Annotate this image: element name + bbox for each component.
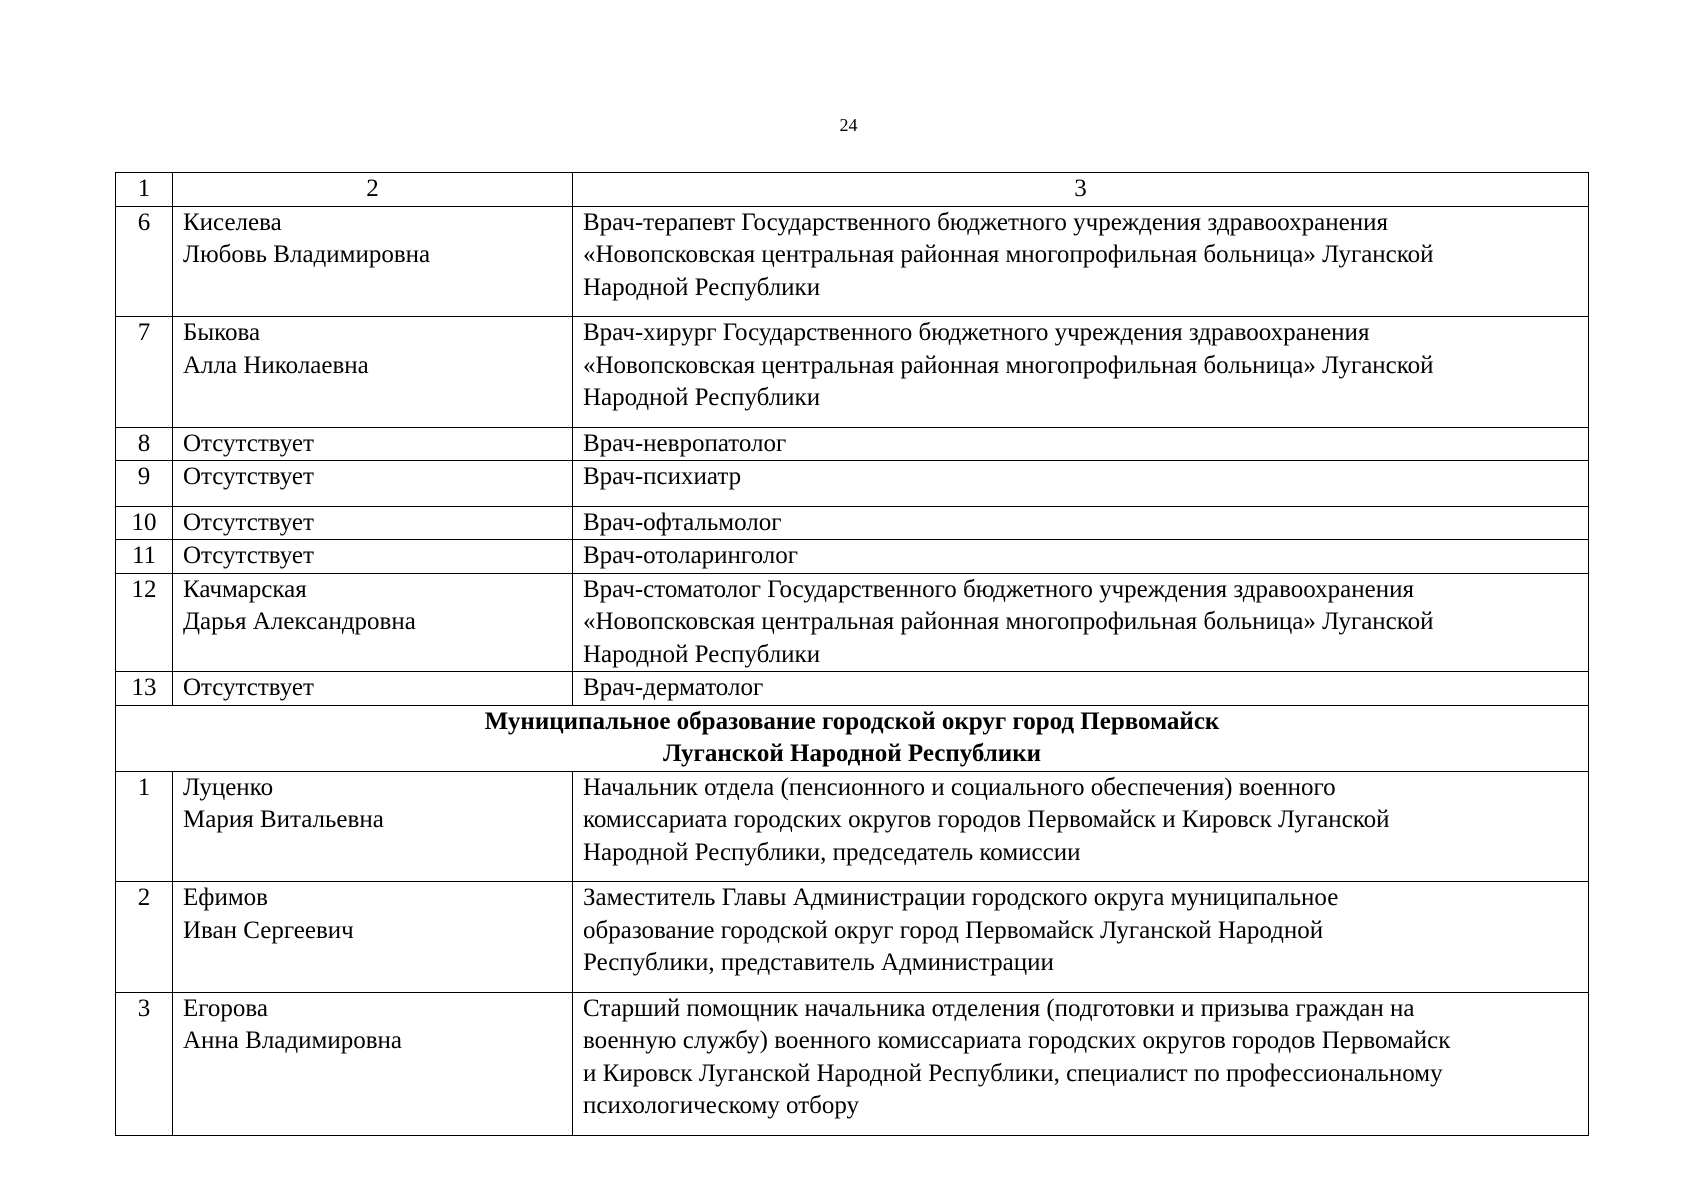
table-row <box>116 506 1589 540</box>
row-number: 2 <box>116 882 173 993</box>
position-line: Начальник отдела (пенсионного и социального обеспечения) военного <box>583 773 1336 801</box>
given-names: Дарья Александровна <box>183 608 416 635</box>
position-line: Республики, представитель Администрации <box>583 949 1054 976</box>
surname: Качмарская <box>183 575 307 603</box>
member-position <box>573 992 1589 1135</box>
table-row <box>116 573 1589 672</box>
position-line: Народной Республики <box>583 384 821 411</box>
member-name <box>173 882 573 993</box>
row-number: 6 <box>116 206 173 317</box>
member-position: Врач-офтальмолог <box>573 506 1589 540</box>
table-row <box>116 992 1589 1135</box>
header-cell: 2 <box>173 173 573 207</box>
table-row <box>116 317 1589 428</box>
member-position <box>573 206 1589 317</box>
row-number: 1 <box>116 771 173 882</box>
position-line: психологическому отбору <box>583 1092 860 1119</box>
given-names: Алла Николаевна <box>183 351 369 379</box>
table-row <box>116 461 1589 507</box>
position-line: Заместитель Главы Администрации городского округа муниципальное <box>583 884 1339 911</box>
position-line: Народной Республики <box>583 640 821 668</box>
given-names: Анна Владимировна <box>183 1027 402 1054</box>
member-position: Врач-отоларинголог <box>573 540 1589 574</box>
table-row <box>116 540 1589 574</box>
position-line: и Кировск Луганской Народной Республики, специалист по профессиональному <box>583 1059 1443 1087</box>
section-title-line: Муниципальное образование городской округ город Первомайск <box>484 707 1220 735</box>
position-line: Народной Республики <box>583 273 821 301</box>
page-number: 24 <box>839 115 858 135</box>
member-name <box>173 317 573 428</box>
position-line: Врач-терапевт Государственного бюджетного учреждения здравоохранения <box>583 208 1389 236</box>
member-position: Врач-психиатр <box>573 461 1589 507</box>
position-line: «Новопсковская центральная районная многопрофильная больница» Луганской <box>583 241 1434 268</box>
row-number: 8 <box>116 427 173 461</box>
header-cell: 1 <box>116 173 173 207</box>
position-line: Старший помощник начальника отделения (подготовки и призыва граждан на <box>583 994 1415 1022</box>
surname: Луценко <box>183 773 274 801</box>
member-position <box>573 317 1589 428</box>
table-header-row <box>116 173 1589 207</box>
member-name <box>173 206 573 317</box>
surname: Быкова <box>183 319 261 346</box>
position-line: Народной Республики, председатель комиссии <box>583 838 1081 866</box>
position-line: военную службу) военного комиссариата городских округов городов Первомайск <box>583 1027 1451 1054</box>
given-names: Любовь Владимировна <box>183 241 431 268</box>
table-row <box>116 771 1589 882</box>
position-line: Врач-стоматолог Государственного бюджетного учреждения здравоохранения <box>583 575 1414 603</box>
given-names: Мария Витальевна <box>183 806 384 833</box>
member-name: Отсутствует <box>173 672 573 706</box>
position-line: комиссариата городских округов городов Первомайск и Кировск Луганской <box>583 806 1390 833</box>
header-cell: 3 <box>573 173 1589 207</box>
table-row <box>116 672 1589 706</box>
given-names: Иван Сергеевич <box>183 916 354 944</box>
row-number: 13 <box>116 672 173 706</box>
position-line: образование городской округ город Первомайск Луганской Народной <box>583 916 1324 944</box>
position-line: «Новопсковская центральная районная многопрофильная больница» Луганской <box>583 608 1434 635</box>
member-name <box>173 992 573 1135</box>
row-number: 10 <box>116 506 173 540</box>
member-position <box>573 882 1589 993</box>
section-row <box>116 705 1589 771</box>
table-row <box>116 427 1589 461</box>
surname: Егорова <box>183 994 268 1022</box>
section-title <box>116 705 1589 771</box>
member-name <box>173 573 573 672</box>
member-position: Врач-невропатолог <box>573 427 1589 461</box>
commission-table <box>115 172 1589 1136</box>
member-name: Отсутствует <box>173 540 573 574</box>
member-name: Отсутствует <box>173 427 573 461</box>
member-position: Врач-дерматолог <box>573 672 1589 706</box>
member-name: Отсутствует <box>173 461 573 507</box>
position-line: «Новопсковская центральная районная многопрофильная больница» Луганской <box>583 351 1434 379</box>
row-number: 9 <box>116 461 173 507</box>
member-name <box>173 771 573 882</box>
table-row <box>116 206 1589 317</box>
surname: Ефимов <box>183 884 268 911</box>
member-position <box>573 771 1589 882</box>
row-number: 11 <box>116 540 173 574</box>
table-row <box>116 882 1589 993</box>
row-number: 12 <box>116 573 173 672</box>
member-name: Отсутствует <box>173 506 573 540</box>
section-title-line: Луганской Народной Республики <box>662 740 1042 767</box>
member-position <box>573 573 1589 672</box>
row-number: 7 <box>116 317 173 428</box>
row-number: 3 <box>116 992 173 1135</box>
surname: Киселева <box>183 208 282 236</box>
position-line: Врач-хирург Государственного бюджетного учреждения здравоохранения <box>583 319 1370 346</box>
